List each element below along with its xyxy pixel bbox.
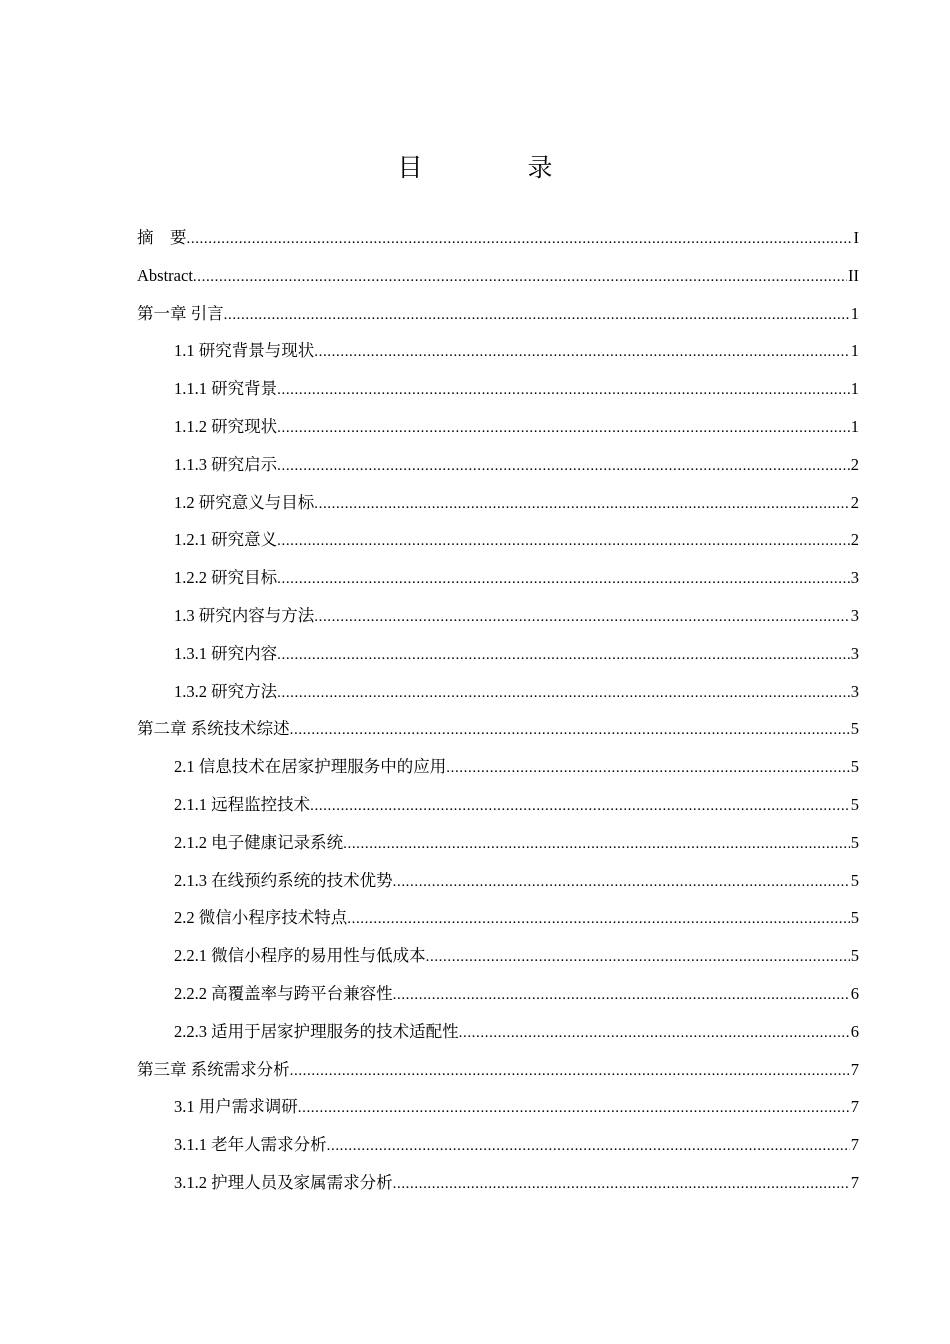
toc-entry[interactable] (137, 484, 859, 522)
dot-leader (277, 675, 850, 713)
dot-leader (314, 599, 850, 637)
toc-entry-label: 2.2.2 高覆盖率与跨平台兼容性 (174, 983, 393, 1003)
toc-entry[interactable] (137, 937, 859, 975)
toc-entry[interactable] (137, 219, 859, 257)
dot-leader (327, 1128, 850, 1166)
dot-leader (224, 297, 850, 335)
toc-entry-page-number: 3 (850, 643, 859, 663)
dot-leader (314, 486, 850, 524)
toc-entry-label: 1.1 研究背景与现状 (174, 341, 315, 361)
toc-entry-page-number: 7 (850, 1172, 859, 1192)
toc-entry-page-number: 5 (850, 946, 859, 966)
toc-entry[interactable] (137, 1164, 859, 1202)
toc-entry[interactable] (137, 673, 859, 711)
dot-leader (290, 1053, 850, 1091)
dot-leader (310, 788, 850, 826)
toc-entry[interactable] (137, 408, 859, 446)
toc-entry[interactable] (137, 1126, 859, 1164)
toc-entry-page-number: 6 (850, 983, 859, 1003)
toc-entry-page-number: 5 (850, 757, 859, 777)
toc-entry[interactable] (137, 559, 859, 597)
toc-entry-label: 2.2.3 适用于居家护理服务的技术适配性 (174, 1021, 459, 1041)
toc-entry-label: 3.1.2 护理人员及家属需求分析 (174, 1172, 393, 1192)
dot-leader (277, 372, 850, 410)
toc-entry-page-number: 7 (850, 1097, 859, 1117)
toc-entry-page-number: 5 (850, 908, 859, 928)
toc-entry-page-number: 2 (850, 530, 859, 550)
toc-entry-page-number: 5 (850, 794, 859, 814)
dot-leader (193, 259, 847, 297)
toc-entry-page-number: 3 (850, 681, 859, 701)
toc-entry-page-number: 1 (850, 303, 859, 323)
toc-entry-label: 1.3.1 研究内容 (174, 643, 278, 663)
toc-entry[interactable] (137, 332, 859, 370)
dot-leader (298, 1090, 850, 1128)
toc-entry-page-number: 7 (850, 1059, 859, 1079)
toc-entry-page-number: 5 (850, 719, 859, 739)
toc-entry-page-number: 1 (850, 416, 859, 436)
toc-entry[interactable] (137, 748, 859, 786)
toc-entry-page-number: 3 (850, 568, 859, 588)
toc-entry-page-number: 1 (850, 341, 859, 361)
toc-entry-label: Abstract (137, 265, 193, 285)
dot-leader (393, 1166, 850, 1204)
toc-entry-label: 2.2 微信小程序技术特点 (174, 908, 348, 928)
dot-leader (393, 864, 850, 902)
dot-leader (277, 448, 850, 486)
toc-entry[interactable] (137, 975, 859, 1013)
toc-entry-label: 1.2.2 研究目标 (174, 568, 278, 588)
toc-entry-label: 第一章 引言 (137, 303, 224, 323)
toc-entry[interactable] (137, 899, 859, 937)
toc-entry[interactable] (137, 370, 859, 408)
toc-entry[interactable] (137, 1013, 859, 1051)
dot-leader (290, 712, 850, 750)
toc-entry-page-number: 2 (850, 492, 859, 512)
toc-entry-page-number: 5 (850, 870, 859, 890)
toc-entry-label: 1.3.2 研究方法 (174, 681, 278, 701)
dot-leader (446, 750, 850, 788)
toc-entry[interactable] (137, 1088, 859, 1126)
table-of-contents (137, 219, 859, 1202)
dot-leader (277, 523, 850, 561)
toc-entry-label: 摘 要 (137, 228, 187, 247)
toc-entry[interactable] (137, 786, 859, 824)
toc-entry[interactable] (137, 824, 859, 862)
dot-leader (347, 901, 850, 939)
toc-entry-label: 3.1.1 老年人需求分析 (174, 1135, 327, 1155)
dot-leader (343, 826, 850, 864)
dot-leader (426, 939, 850, 977)
toc-entry-label: 2.1.3 在线预约系统的技术优势 (174, 870, 393, 890)
dot-leader (277, 561, 850, 599)
dot-leader (459, 1015, 850, 1053)
toc-entry-label: 1.2 研究意义与目标 (174, 492, 315, 512)
toc-entry[interactable] (137, 446, 859, 484)
toc-entry-label: 2.1 信息技术在居家护理服务中的应用 (174, 757, 447, 777)
dot-leader (314, 334, 850, 372)
toc-entry[interactable] (137, 257, 859, 295)
toc-entry-label: 3.1 用户需求调研 (174, 1097, 298, 1117)
page-title: 目 录 (397, 153, 593, 182)
toc-entry-page-number: 7 (850, 1135, 859, 1155)
toc-entry-label: 1.1.2 研究现状 (174, 416, 278, 436)
toc-entry-page-number: 2 (850, 454, 859, 474)
toc-entry[interactable] (137, 710, 859, 748)
dot-leader (187, 221, 853, 259)
toc-entry-label: 2.1.2 电子健康记录系统 (174, 832, 344, 852)
toc-entry[interactable] (137, 597, 859, 635)
dot-leader (277, 410, 850, 448)
dot-leader (277, 637, 850, 675)
toc-entry-page-number: 3 (850, 605, 859, 625)
toc-entry-page-number: 6 (850, 1021, 859, 1041)
toc-entry-page-number: II (848, 265, 859, 285)
toc-entry-label: 1.3 研究内容与方法 (174, 605, 315, 625)
toc-entry[interactable] (137, 1051, 859, 1089)
dot-leader (393, 977, 850, 1015)
toc-entry-label: 1.1.1 研究背景 (174, 379, 278, 399)
toc-entry-page-number: 5 (850, 832, 859, 852)
toc-entry[interactable] (137, 862, 859, 900)
toc-entry[interactable] (137, 635, 859, 673)
toc-entry-label: 2.1.1 远程监控技术 (174, 794, 311, 814)
toc-entry-page-number: 1 (850, 379, 859, 399)
toc-entry-label: 1.1.3 研究启示 (174, 454, 278, 474)
toc-entry[interactable] (137, 521, 859, 559)
toc-entry[interactable] (137, 295, 859, 333)
toc-entry-page-number: I (853, 228, 859, 247)
toc-entry-label: 第二章 系统技术综述 (137, 719, 290, 739)
toc-entry-label: 1.2.1 研究意义 (174, 530, 278, 550)
toc-entry-label: 第三章 系统需求分析 (137, 1059, 290, 1079)
toc-entry-label: 2.2.1 微信小程序的易用性与低成本 (174, 946, 426, 966)
